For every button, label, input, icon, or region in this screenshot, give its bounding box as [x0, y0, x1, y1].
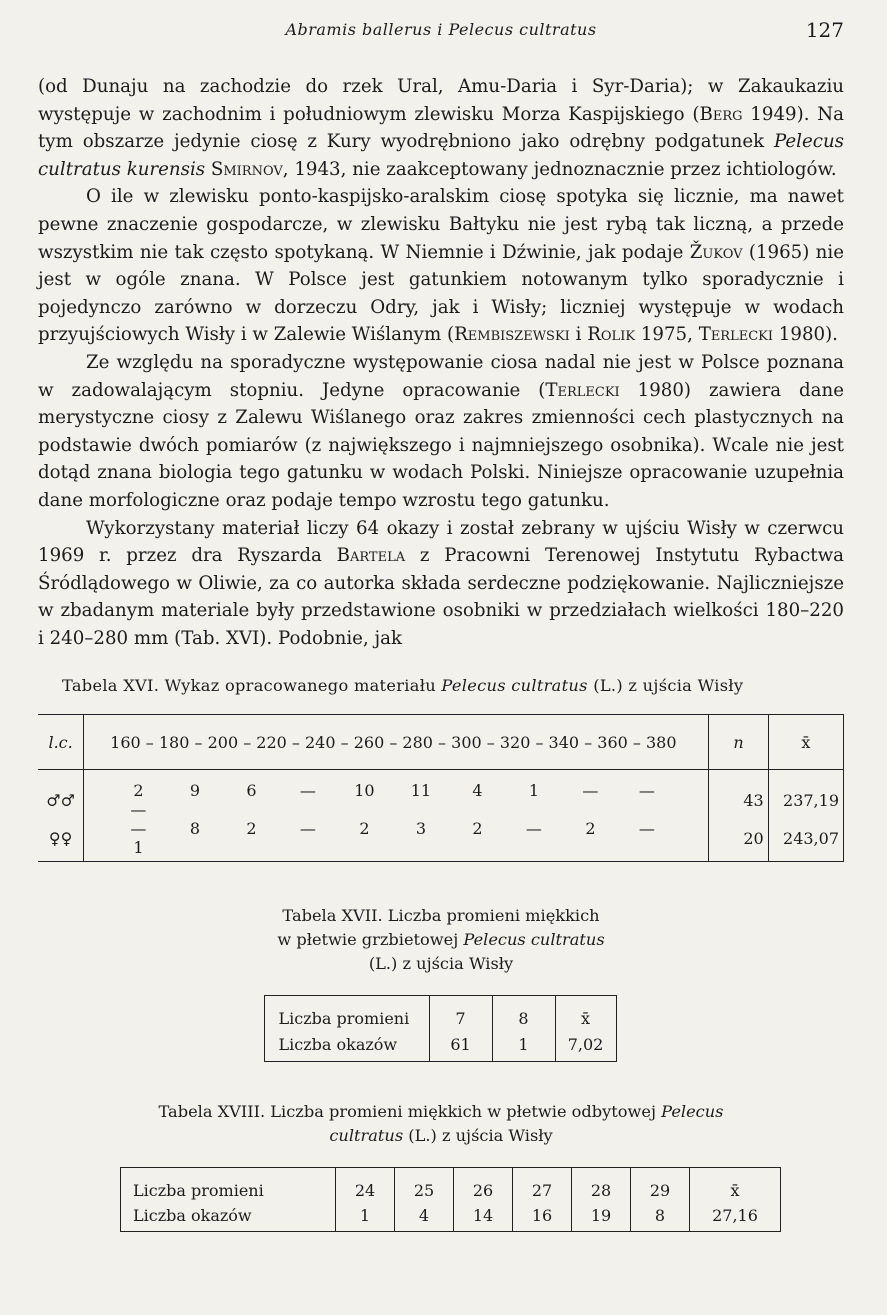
table16-cell: —	[582, 781, 599, 801]
table16-cell: —	[130, 819, 147, 839]
table18-cell: 27	[513, 1168, 572, 1202]
table16-row	[38, 770, 844, 820]
table17-row-specimens	[264, 1030, 616, 1062]
table18-caption-line1	[38, 1100, 844, 1124]
table18-cell: 27,16	[690, 1201, 781, 1232]
table17-caption-line3: (L.) z ujścia Wisły	[368, 954, 514, 974]
table16-row-label: ♂♂	[38, 770, 84, 820]
text-run: , 1943, nie zaakceptowany jednoznacznie przez ichtiologów.	[282, 158, 837, 180]
table18-cell: 29	[631, 1168, 690, 1202]
table16-row-n: 43	[709, 770, 768, 820]
table16-header-classes: 160 – 180 – 200 – 220 – 240 – 260 – 280 – 300 – 320 – 340 – 360 – 380	[84, 715, 709, 770]
table18-cell: 19	[572, 1201, 631, 1232]
table16-caption-prefix: Tabela XVI. Wykaz opracowanego materiału	[62, 676, 442, 696]
text-run: 1975,	[635, 324, 699, 346]
paragraph	[38, 515, 844, 653]
running-title: Abramis ballerus i Pelecus cultratus	[285, 20, 597, 39]
table16-row	[38, 819, 844, 862]
table17-cell: 8	[492, 996, 555, 1031]
table16-header-row	[38, 715, 844, 770]
text-run: (od Dunaju na zachodzie do rzek Ural, Amu-Daria i Syr-Daria); w Zakaukaziu występuje w zachodnim i południowym zlewisku Morza Kaspijskiego (	[38, 76, 844, 125]
text-run: Berg	[699, 103, 743, 125]
table18-row-specimens	[121, 1201, 781, 1232]
table16-cell: 2	[359, 819, 370, 839]
table18-cell: 4	[395, 1201, 454, 1232]
table16-row-label: ♀♀	[38, 819, 84, 862]
table16-cell: —	[638, 819, 655, 839]
table16-cell: 2	[585, 819, 596, 839]
table16-cell: 1	[133, 838, 144, 858]
table16-cell: 10	[354, 781, 375, 801]
paragraph	[38, 73, 844, 183]
table16-caption	[38, 676, 844, 695]
table17-caption-line2-prefix: w płetwie grzbietowej	[277, 930, 464, 950]
table18-cell: 1	[336, 1201, 395, 1232]
table16-cell: 2	[246, 819, 257, 839]
table18-cell: 26	[454, 1168, 513, 1202]
text-run: Terlecki	[545, 379, 620, 401]
table17-caption-species: Pelecus cultratus	[463, 930, 605, 950]
paragraph	[38, 349, 844, 515]
table16-header-mean: x̄	[768, 715, 843, 770]
table16-header-lc: l.c.	[38, 715, 84, 770]
table17-row-rays	[264, 996, 616, 1031]
text-run: Ze względu na sporadyczne występowanie ciosa nadal nie jest w Polsce poznana w zadowalającym stopniu. Jedyne opracowanie (	[38, 351, 844, 401]
text-run: Smirnov	[210, 158, 283, 180]
table16-row-mean: 237,19	[768, 770, 843, 820]
page-number: 127	[805, 18, 844, 42]
table17-caption-line2	[38, 928, 844, 952]
table18-cell: x̄	[690, 1168, 781, 1202]
table16-cell: —	[525, 819, 542, 839]
table18-cell: 25	[395, 1168, 454, 1202]
table17-cell: x̄	[555, 996, 616, 1031]
table17-row-label: Liczba promieni	[264, 996, 429, 1031]
table18-caption	[38, 1100, 844, 1148]
text-run: Wykorzystany materiał liczy 64 okazy i został zebrany w ujściu Wisły w czerwcu 1969 r. przez dra Ryszarda	[38, 517, 844, 567]
table16-caption-species: Pelecus cultratus	[441, 676, 588, 696]
table18-row-rays	[121, 1168, 781, 1202]
table18-caption-line2-suffix: (L.) z ujścia Wisły	[403, 1126, 553, 1146]
table16-cell: 2	[472, 819, 483, 839]
table17-cell: 1	[492, 1030, 555, 1062]
text-run: i	[569, 324, 588, 346]
table18-row-label: Liczba okazów	[121, 1201, 336, 1232]
table18-caption-line1-prefix: Tabela XVIII. Liczba promieni miękkich w płetwie odbytowej	[158, 1102, 662, 1122]
page-header	[38, 18, 844, 44]
text-run: O ile w zlewisku ponto-kaspijsko-aralskim ciosę spotyka się licznie, ma nawet pewne znaczenie gospodarcze, w zlewisku Bałtyku nie jest rybą tak liczną, a przede wszystkim nie tak często spotykaną. W Niemnie i Dźwinie, jak podaje	[38, 186, 844, 263]
table16	[38, 714, 844, 862]
table16-cell: 2	[133, 781, 144, 801]
table16-cell: 9	[189, 781, 200, 801]
table16-cell: —	[130, 800, 147, 820]
text-run: Žukov	[689, 241, 743, 263]
table18-cell: 14	[454, 1201, 513, 1232]
body-text	[38, 73, 844, 652]
table17-cell: 7,02	[555, 1030, 616, 1062]
paragraph	[38, 183, 844, 349]
table18-caption-species: cultratus	[329, 1126, 404, 1146]
table16-row-n: 20	[709, 819, 768, 862]
table16-cell: —	[299, 781, 316, 801]
table16-cell: —	[299, 819, 316, 839]
table16-row-values	[84, 819, 709, 862]
table16-header-n	[709, 715, 768, 770]
table18-row-label: Liczba promieni	[121, 1168, 336, 1202]
table16-cell: —	[638, 781, 655, 801]
text-run: (1965) nie jest w ogóle znana. W Polsce jest gatunkiem notowanym tylko sporadycznie i pojedynczo zarówno w dorzeczu Odry, jak i Wisły; liczniej występuje w wodach przyujściowych Wisły i w Zalewie Wiślanym (	[38, 241, 844, 346]
table16-header-n-label: n	[733, 732, 744, 752]
text-run: Bartela	[336, 545, 406, 567]
table17-row-label: Liczba okazów	[264, 1030, 429, 1062]
text-run: 1980).	[773, 324, 838, 346]
table16-cell: 8	[189, 819, 200, 839]
text-run: 1980) zawiera dane merystyczne ciosy z Zalewu Wiślanego oraz zakres zmienności cech plastycznych na podstawie dwóch pomiarów (z największego i najmniejszego osobnika). Wcale nie jest dotąd znana biologia tego gatunku w wodach Polski. Niniejsze opracowanie uzupełnia dane morfologiczne oraz podaje tempo wzrostu tego gatunku.	[38, 379, 844, 511]
table17-cell: 61	[429, 1030, 492, 1062]
table18	[120, 1167, 781, 1232]
table18-caption-line2	[38, 1124, 844, 1148]
table17-caption	[38, 904, 844, 976]
text-run: Rembiszewski	[454, 324, 570, 346]
text-run: Terlecki	[698, 324, 774, 346]
table16-row-mean: 243,07	[768, 819, 843, 862]
table16-caption-suffix: (L.) z ujścia Wisły	[587, 676, 744, 696]
table18-cell: 8	[631, 1201, 690, 1232]
table18-cell: 24	[336, 1168, 395, 1202]
table17	[264, 995, 617, 1062]
table16-row-values	[84, 770, 709, 820]
table17-caption-line1: Tabela XVII. Liczba promieni miękkich	[282, 906, 600, 926]
text-run: Pelecus cultratus kurensis	[38, 131, 844, 180]
table16-cell: 3	[415, 819, 426, 839]
table18-cell: 28	[572, 1168, 631, 1202]
text-run: 1949). Na tym obszarze jedynie ciosę z Kury wyodrębniono jako odrębny podgatunek	[38, 103, 845, 153]
table16-cell: 11	[410, 781, 432, 801]
page	[38, 18, 844, 1232]
table16-cell: 1	[528, 781, 539, 801]
table16-cell: 4	[472, 781, 483, 801]
table18-cell: 16	[513, 1201, 572, 1232]
text-run: Rolik	[587, 324, 636, 346]
table18-caption-genus: Pelecus	[661, 1102, 724, 1122]
table17-cell: 7	[429, 996, 492, 1031]
text-run: z Pracowni Terenowej Instytutu Rybactwa Śródlądowego w Oliwie, za co autorka składa serdeczne podziękowanie. Najliczniejsze w zbadanym materiale były przedstawione osobniki w przedziałach wielkości 180–220 i 240–280 mm (Tab. XVI). Podobnie, jak	[38, 545, 844, 649]
table16-cell: 6	[246, 781, 257, 801]
